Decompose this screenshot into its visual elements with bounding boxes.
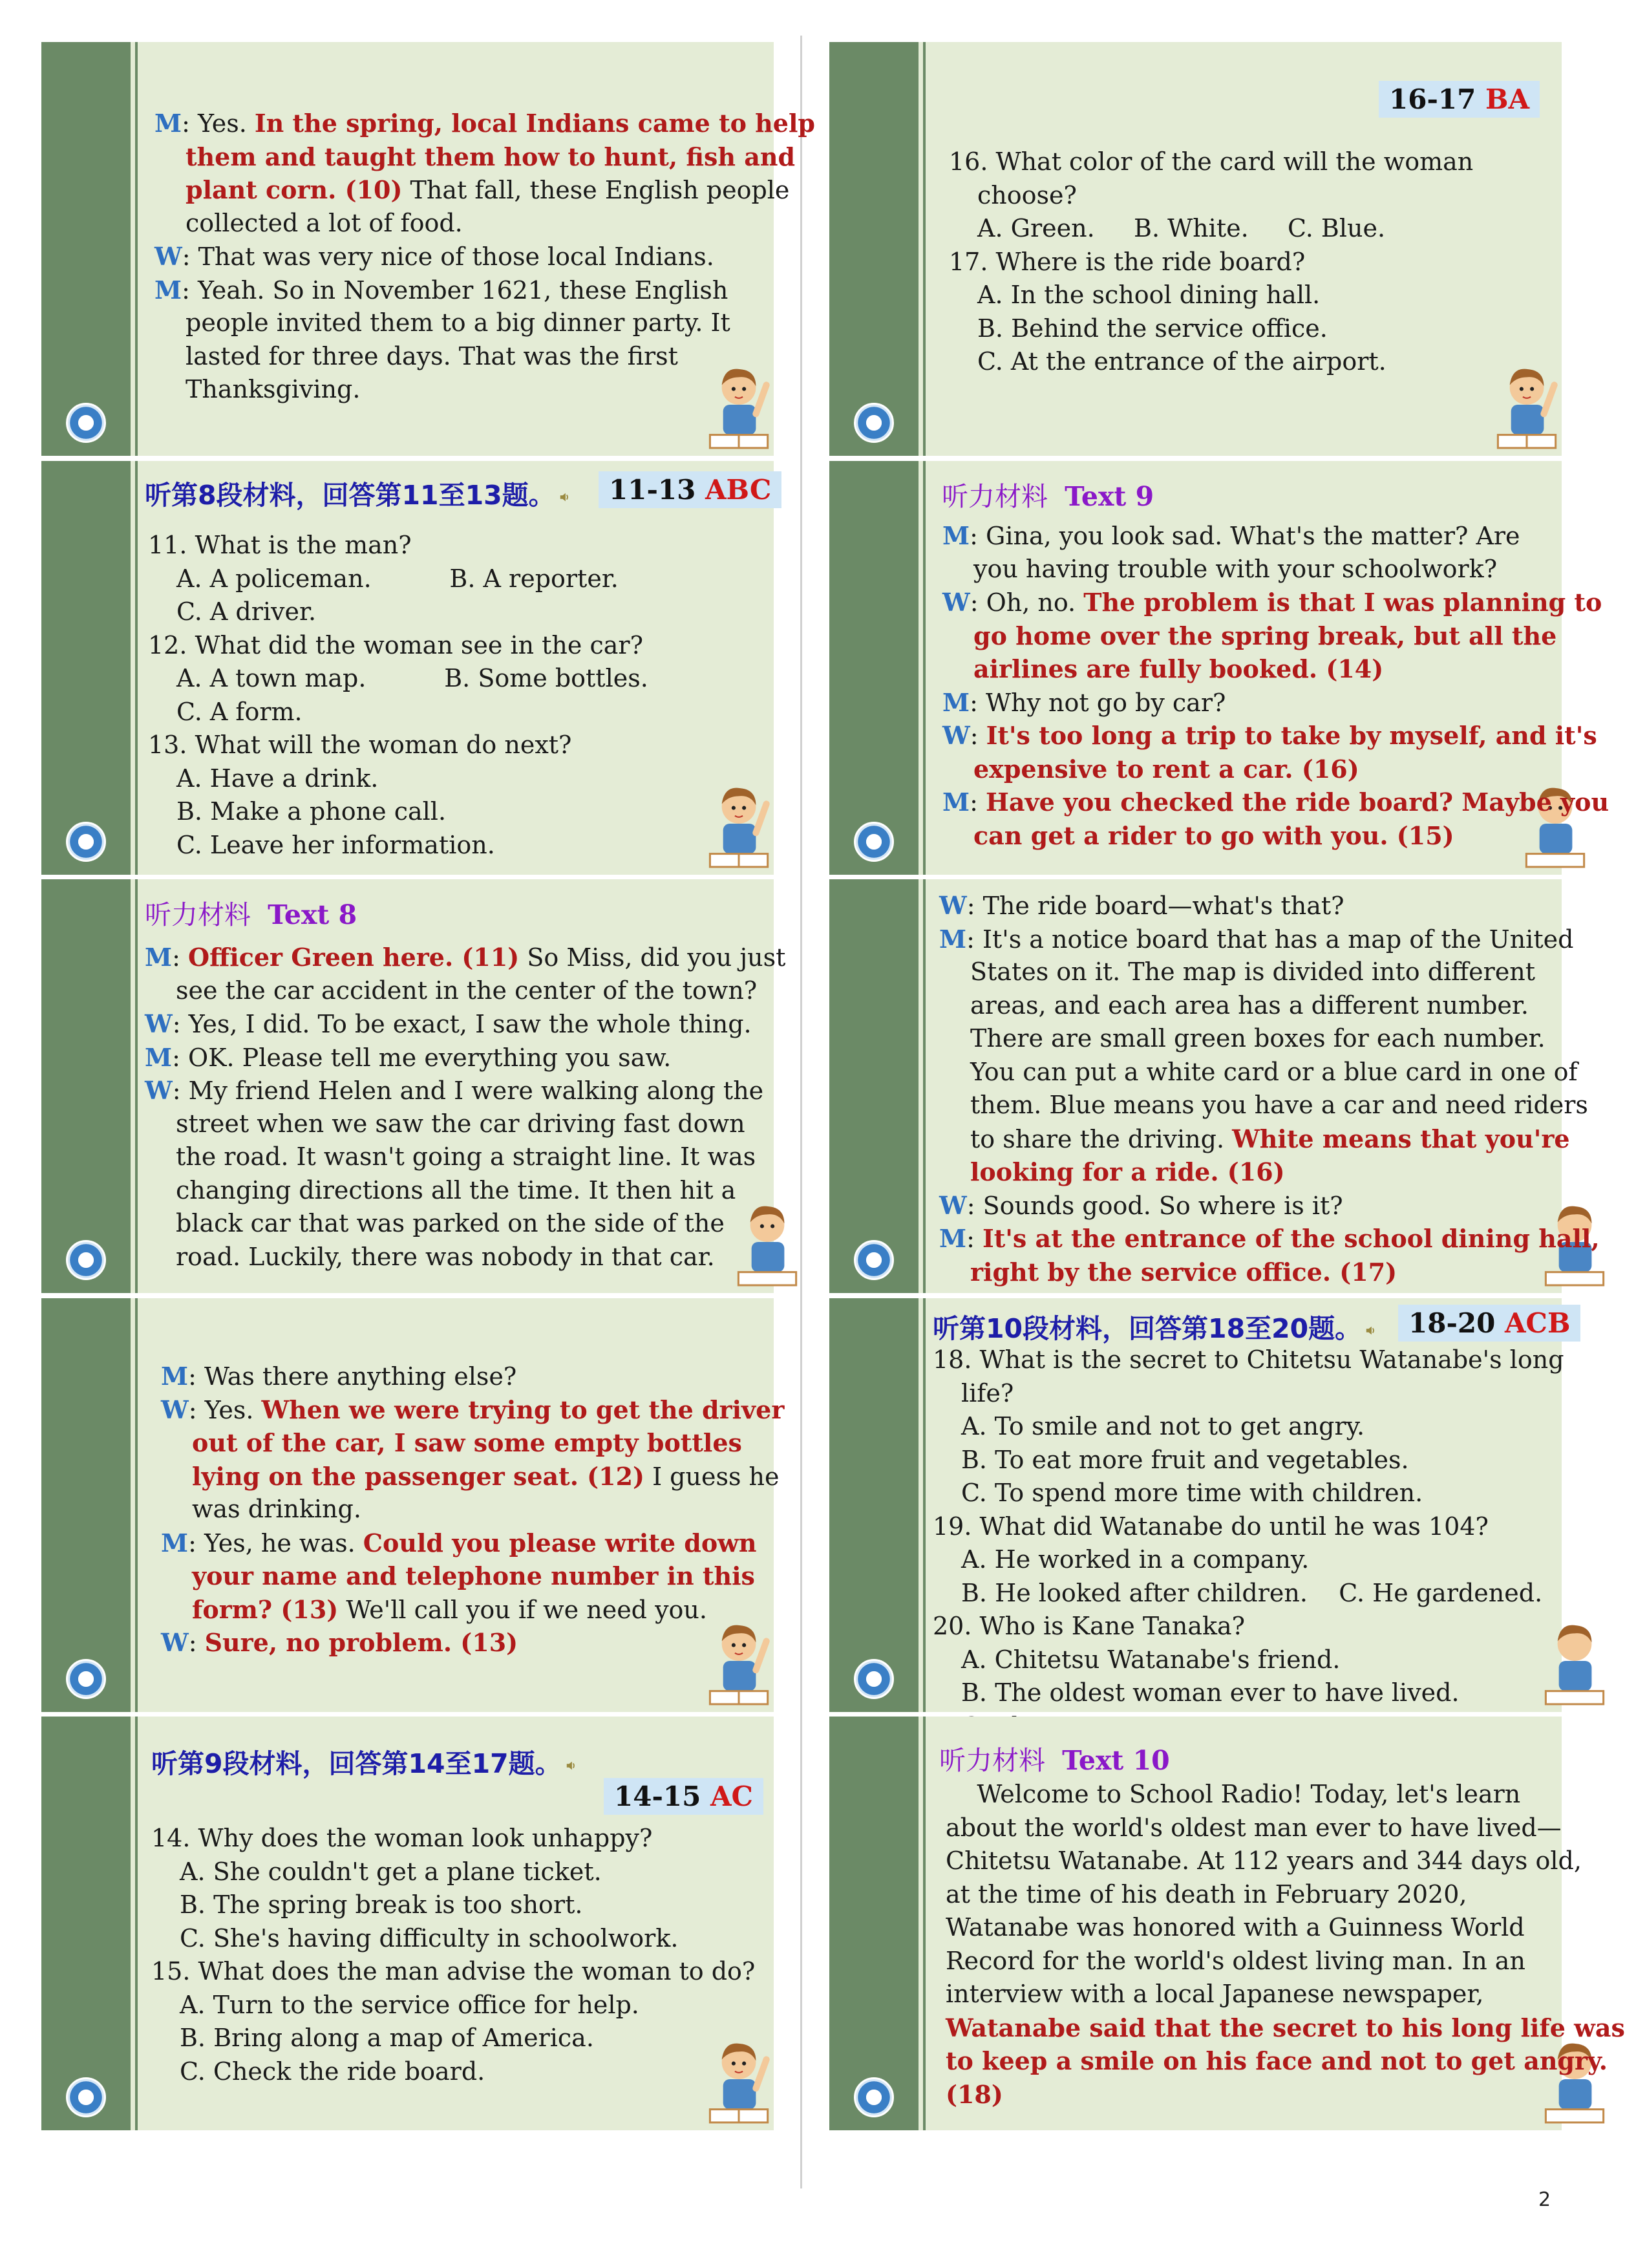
highlighted-text: to keep a smile on his face and not to get angry.	[946, 2046, 1608, 2075]
slide-text-9-part2	[829, 879, 1600, 1293]
text-line	[180, 1856, 602, 1889]
text-line	[946, 1778, 1520, 1812]
text-line	[176, 1174, 736, 1208]
text-line	[180, 1922, 678, 1956]
body-text: C. Check the ride board.	[180, 2057, 485, 2086]
body-text: C. She's having difficulty in schoolwork.	[180, 1923, 679, 1952]
slide-questions-18-20	[829, 1298, 1571, 1712]
text-line	[192, 1593, 707, 1627]
text-line	[148, 729, 571, 762]
highlighted-text: In the spring, local Indians came to help	[254, 109, 815, 138]
body-text: A. To smile and not to get angry.	[961, 1412, 1365, 1440]
body-text: C. Leave her information.	[176, 830, 495, 859]
body-text: :	[970, 722, 986, 750]
body-text: : That was very nice of those local Indians.	[182, 242, 714, 271]
highlighted-text: airlines are fully booked. (14)	[973, 654, 1384, 683]
body-text: :	[188, 1629, 205, 1657]
speaker-label: M	[942, 687, 970, 717]
text-line	[942, 519, 1520, 553]
highlighted-text: Have you checked the ride board? Maybe you	[985, 787, 1609, 817]
slide-side-strip	[41, 879, 131, 1293]
text-line	[961, 1643, 1340, 1677]
text-line	[946, 1812, 1562, 1845]
body-text: 12. What did the woman see in the car?	[148, 630, 643, 659]
text-line	[180, 1888, 582, 1922]
text-line	[176, 562, 619, 596]
text-line	[970, 1089, 1588, 1122]
body-text: A. Have a drink.	[176, 764, 379, 793]
body-text: A. Turn to the service office for help.	[180, 1990, 639, 2019]
slide-side-strip	[829, 1717, 919, 2130]
body-text: 11. What is the man?	[148, 531, 412, 559]
body-text: about the world's oldest man ever to have lived—	[946, 1813, 1562, 1842]
text-line	[176, 974, 757, 1008]
body-text: the road. It wasn't going a straight line. It was	[176, 1142, 756, 1171]
body-text: : Yeah. So in November 1621, these English	[182, 275, 728, 305]
body-text: 16. What color of the card will the woman	[949, 147, 1474, 176]
highlighted-text: go home over the spring break, but all the	[973, 621, 1557, 650]
body-text: C. A form.	[176, 697, 303, 726]
body-text: States on it. The map is divided into different	[970, 957, 1536, 986]
body-text: people invited them to a big dinner party. It	[186, 308, 730, 337]
highlighted-text: out of the car, I saw some empty bottles	[192, 1428, 742, 1457]
text-line	[973, 553, 1497, 586]
school-logo-icon	[66, 1659, 106, 1699]
slide-side-strip	[829, 42, 919, 456]
highlighted-text: It's too long a trip to take by myself, and it's	[986, 721, 1597, 750]
body-text: : My friend Helen and I were walking along the	[172, 1076, 764, 1105]
body-text: : Oh, no.	[970, 588, 1084, 617]
text-line	[946, 2011, 1625, 2046]
body-text: collected a lot of food.	[186, 208, 463, 237]
text-line	[961, 1377, 1014, 1411]
highlighted-text: (18)	[946, 2079, 1003, 2109]
text-line	[176, 795, 446, 829]
text-line	[939, 1189, 1343, 1223]
body-text: A. Chitetsu Watanabe's friend.	[961, 1645, 1341, 1674]
speaker-label: M	[942, 787, 970, 817]
speaker-label: W	[145, 1076, 173, 1105]
school-logo-icon	[854, 403, 894, 443]
text-line	[946, 1878, 1467, 1912]
text-line	[970, 1155, 1285, 1190]
body-text: C. To spend more time with children.	[961, 1479, 1423, 1507]
highlighted-text: White means that you're	[1232, 1124, 1570, 1153]
body-text: A. Green. B. White. C. Blue.	[977, 214, 1386, 242]
section-header: 听第8段材料，回答第11至13题。	[145, 474, 571, 512]
answer-badge: 18-20 ACB	[1398, 1305, 1580, 1342]
speaker-label: W	[942, 721, 970, 750]
text-line	[186, 140, 795, 175]
body-text: : Why not go by car?	[970, 688, 1226, 717]
body-text: interview with a local Japanese newspaper,	[946, 1980, 1484, 2008]
body-text: you having trouble with your schoolwork?	[973, 554, 1498, 583]
body-text: :	[966, 1225, 982, 1253]
page-number: 2	[1538, 2188, 1551, 2211]
text-line	[148, 629, 643, 663]
body-text: : Yes.	[182, 109, 255, 138]
text-line	[161, 1626, 518, 1660]
text-line	[977, 279, 1320, 312]
school-logo-icon	[66, 403, 106, 443]
school-logo-icon	[854, 822, 894, 862]
text-line	[961, 1577, 1542, 1610]
body-text: life?	[961, 1378, 1014, 1407]
text-line	[970, 1122, 1570, 1157]
text-line	[977, 212, 1385, 246]
text-line	[933, 1610, 1245, 1643]
text-line	[933, 1343, 1564, 1377]
text-line	[176, 1207, 725, 1241]
section-header: 听第10段材料，回答第18至20题。	[933, 1307, 1377, 1345]
body-text: 20. Who is Kane Tanaka?	[933, 1612, 1246, 1640]
body-text: see the car accident in the center of the town?	[176, 976, 758, 1005]
text-line	[970, 1256, 1397, 1290]
slide-side-strip	[829, 879, 919, 1293]
speaker-label: W	[161, 1628, 189, 1657]
body-text: B. To eat more fruit and vegetables.	[961, 1445, 1409, 1474]
slide-questions-14-15	[41, 1717, 774, 2130]
text-line	[176, 696, 303, 729]
speaker-label: M	[942, 521, 970, 550]
body-text: : Gina, you look sad. What's the matter? Are	[970, 522, 1520, 550]
school-logo-icon	[66, 2077, 106, 2117]
body-text: A. She couldn't get a plane ticket.	[180, 1857, 602, 1886]
highlighted-text: can get a rider to go with you. (15)	[973, 820, 1454, 850]
boy-reading-icon	[1540, 1618, 1607, 1709]
text-line	[161, 1393, 784, 1428]
text-line	[939, 923, 1573, 957]
highlighted-text: Could you please write down	[363, 1528, 757, 1557]
text-line	[145, 1041, 671, 1075]
text-line	[949, 246, 1305, 279]
text-line	[946, 1845, 1582, 1878]
text-line	[176, 662, 648, 696]
highlighted-text: plant corn. (10)	[186, 175, 403, 204]
highlighted-text: When we were trying to get the driver	[261, 1395, 785, 1424]
body-text: :	[172, 943, 188, 972]
text-line	[946, 1978, 1483, 2011]
text-line	[942, 719, 1597, 753]
text-line	[145, 941, 785, 975]
text-line	[977, 312, 1328, 346]
body-text: A. He worked in a company.	[961, 1545, 1310, 1574]
text-line	[961, 1444, 1409, 1477]
speaker-label: W	[145, 1009, 173, 1038]
body-text: We'll call you if we need you.	[338, 1595, 707, 1624]
body-text: Thanksgiving.	[186, 375, 361, 403]
text-line	[180, 1989, 639, 2022]
answer-badge: 16-17 BA	[1379, 81, 1540, 118]
slide-side-strip	[41, 1717, 131, 2130]
school-logo-icon	[66, 822, 106, 862]
text-line	[145, 1074, 763, 1108]
body-text: B. Bring along a map of America.	[180, 2024, 594, 2052]
body-text: Watanabe was honored with a Guinness World	[946, 1913, 1525, 1942]
body-text: lasted for three days. That was the first	[186, 341, 678, 370]
highlighted-text: Sure, no problem. (13)	[204, 1628, 518, 1657]
text-line	[970, 989, 1529, 1023]
highlighted-text: right by the service office. (17)	[970, 1257, 1397, 1287]
text-line	[180, 2055, 485, 2089]
body-text: So Miss, did you just	[519, 943, 786, 972]
body-text: to share the driving.	[970, 1124, 1233, 1153]
body-text: 17. Where is the ride board?	[949, 247, 1306, 276]
section-header: 听力材料 Text 9	[942, 481, 1154, 512]
body-text: Welcome to School Radio! Today, let's learn	[946, 1780, 1521, 1808]
body-text: : It's a notice board that has a map of the United	[966, 925, 1574, 954]
highlighted-text: expensive to rent a car. (16)	[973, 754, 1359, 784]
body-text: 19. What did Watanabe do until he was 104?	[933, 1512, 1489, 1541]
body-text: Record for the world's oldest living man. In an	[946, 1946, 1525, 1975]
text-line	[161, 1526, 757, 1561]
text-line	[949, 145, 1473, 179]
body-text: You can put a white card or a blue card in one of	[970, 1057, 1578, 1086]
text-line	[148, 529, 412, 562]
body-text: : OK. Please tell me everything you saw.	[172, 1043, 672, 1072]
body-text: 15. What does the man advise the woman to do?	[151, 1957, 756, 1985]
text-line	[176, 762, 378, 796]
section-header: 听力材料 Text 10	[939, 1745, 1170, 1776]
section-header: 听第9段材料，回答第14至17题。	[151, 1742, 577, 1781]
text-line	[192, 1426, 742, 1460]
text-line	[192, 1460, 780, 1494]
text-line	[961, 1543, 1309, 1577]
text-line	[154, 273, 728, 308]
school-logo-icon	[854, 1659, 894, 1699]
text-line	[977, 179, 1077, 213]
speaker-label: W	[939, 891, 967, 920]
body-text: : Yes, I did. To be exact, I saw the whole thing.	[172, 1010, 752, 1038]
speaker-label: M	[161, 1362, 189, 1391]
speaker-label: W	[942, 588, 970, 617]
answer-badge: 11-13 ABC	[599, 471, 781, 508]
slide-thanksgiving-dialogue	[41, 42, 815, 456]
text-line	[161, 1360, 516, 1394]
text-line	[946, 1945, 1525, 1978]
highlighted-text: your name and telephone number in this	[192, 1561, 755, 1590]
slide-text-8-part2	[41, 1298, 785, 1712]
text-line	[154, 240, 714, 274]
body-text: choose?	[977, 180, 1077, 209]
slide-text-9-part1	[829, 461, 1609, 875]
text-line	[933, 1510, 1489, 1544]
slide-side-strip	[829, 461, 919, 875]
text-line	[176, 595, 316, 629]
text-line	[961, 1676, 1460, 1710]
text-line	[973, 652, 1383, 687]
body-text: 13. What will the woman do next?	[148, 731, 572, 759]
answer-badge: 14-15 AC	[604, 1778, 763, 1815]
text-line	[942, 686, 1226, 720]
body-text: Chitetsu Watanabe. At 112 years and 344 days old,	[946, 1846, 1582, 1875]
body-text: B. He looked after children. C. He gardened.	[961, 1578, 1543, 1607]
body-text: was drinking.	[192, 1495, 361, 1523]
text-line	[946, 2044, 1608, 2079]
section-header: 听力材料 Text 8	[145, 899, 357, 930]
text-line	[176, 1107, 745, 1141]
speaker-label: M	[145, 1042, 173, 1072]
body-text: I guess he	[644, 1462, 780, 1491]
body-text: B. Make a phone call.	[176, 797, 447, 826]
body-text: B. The oldest woman ever to have lived.	[961, 1678, 1460, 1707]
highlighted-text: Watanabe said that the secret to his long life was	[946, 2013, 1625, 2042]
text-line	[961, 1410, 1365, 1444]
text-line	[961, 1477, 1423, 1510]
school-logo-icon	[66, 1240, 106, 1280]
speaker-label: M	[145, 943, 173, 972]
body-text: : The ride board—what's that?	[966, 892, 1344, 920]
text-line	[186, 340, 678, 374]
speaker-label: W	[154, 242, 182, 271]
text-line	[145, 1007, 752, 1042]
body-text: B. Behind the service office.	[977, 314, 1328, 343]
text-line	[151, 1822, 652, 1856]
body-text: areas, and each area has a different number.	[970, 990, 1529, 1020]
text-line	[939, 1222, 1600, 1256]
text-line	[176, 1241, 715, 1274]
slide-side-strip	[41, 1298, 131, 1712]
body-text: : Was there anything else?	[188, 1362, 517, 1391]
text-line	[942, 786, 1609, 820]
text-line	[186, 373, 360, 407]
body-text: 18. What is the secret to Chitetsu Watanabe's long	[933, 1345, 1564, 1374]
highlighted-text: Officer Green here. (11)	[187, 943, 520, 972]
text-line	[946, 1911, 1525, 1945]
slide-text-10	[829, 1717, 1625, 2130]
highlighted-text: them and taught them how to hunt, fish and	[186, 142, 796, 171]
body-text: : Yes, he was.	[188, 1528, 363, 1557]
highlighted-text: looking for a ride. (16)	[970, 1157, 1285, 1186]
body-text: black car that was parked on the side of the	[176, 1209, 725, 1237]
body-text: :	[970, 788, 986, 817]
body-text: changing directions all the time. It then hit a	[176, 1175, 736, 1204]
text-line	[192, 1493, 361, 1526]
body-text: A. A town map. B. Some bottles.	[176, 664, 648, 692]
highlighted-text: lying on the passenger seat. (12)	[192, 1461, 644, 1491]
text-line	[977, 345, 1386, 379]
body-text: B. The spring break is too short.	[180, 1890, 583, 1919]
slide-text-8-part1	[41, 879, 786, 1293]
body-text: : Yes.	[188, 1395, 262, 1424]
text-line	[970, 1022, 1545, 1056]
text-line	[973, 819, 1454, 853]
highlighted-text: form? (13)	[192, 1594, 339, 1624]
slide-questions-11-13	[41, 461, 774, 875]
body-text: street when we saw the car driving fast down	[176, 1109, 745, 1138]
slide-side-strip	[41, 42, 131, 456]
body-text: : Sounds good. So where is it?	[966, 1191, 1343, 1220]
speaker-label: W	[161, 1395, 189, 1424]
body-text: road. Luckily, there was nobody in that car.	[176, 1242, 715, 1271]
speaker-label: W	[939, 1190, 967, 1220]
body-text: A. In the school dining hall.	[977, 281, 1321, 309]
school-logo-icon	[854, 1240, 894, 1280]
speaker-label: M	[154, 109, 182, 138]
text-line	[154, 107, 815, 141]
speaker-label: M	[161, 1528, 189, 1557]
text-line	[192, 1559, 755, 1594]
text-line	[946, 2078, 1003, 2112]
text-line	[176, 1140, 756, 1174]
text-line	[970, 1056, 1578, 1089]
slide-side-strip	[41, 461, 131, 875]
text-line	[186, 306, 730, 340]
highlighted-text: It's at the entrance of the school dining hall,	[982, 1224, 1600, 1253]
text-line	[970, 956, 1535, 989]
text-line	[942, 586, 1602, 620]
body-text: at the time of his death in February 2020,	[946, 1879, 1467, 1909]
body-text: There are small green boxes for each number.	[970, 1024, 1545, 1053]
slide-side-strip	[829, 1298, 919, 1712]
body-text: A. A policeman. B. A reporter.	[176, 564, 619, 593]
body-text: them. Blue means you have a car and need riders	[970, 1091, 1588, 1119]
speaker-label: M	[154, 275, 182, 305]
body-text: C. At the entrance of the airport.	[977, 347, 1386, 376]
text-line	[973, 753, 1359, 787]
body-text: That fall, these English people	[402, 176, 790, 204]
school-logo-icon	[854, 2077, 894, 2117]
slide-questions-16-17	[829, 42, 1562, 456]
highlighted-text: The problem is that I was planning to	[1083, 588, 1602, 617]
body-text: 14. Why does the woman look unhappy?	[151, 1824, 653, 1852]
text-line	[180, 2022, 594, 2055]
text-line	[176, 829, 495, 862]
body-text: C. A driver.	[176, 597, 317, 626]
text-line	[186, 207, 463, 241]
speaker-label: M	[939, 1224, 967, 1253]
column-divider	[800, 36, 802, 2188]
text-line	[939, 889, 1344, 923]
text-line	[186, 173, 789, 208]
text-line	[973, 619, 1556, 654]
text-line	[151, 1955, 755, 1989]
speaker-label: M	[939, 924, 967, 954]
